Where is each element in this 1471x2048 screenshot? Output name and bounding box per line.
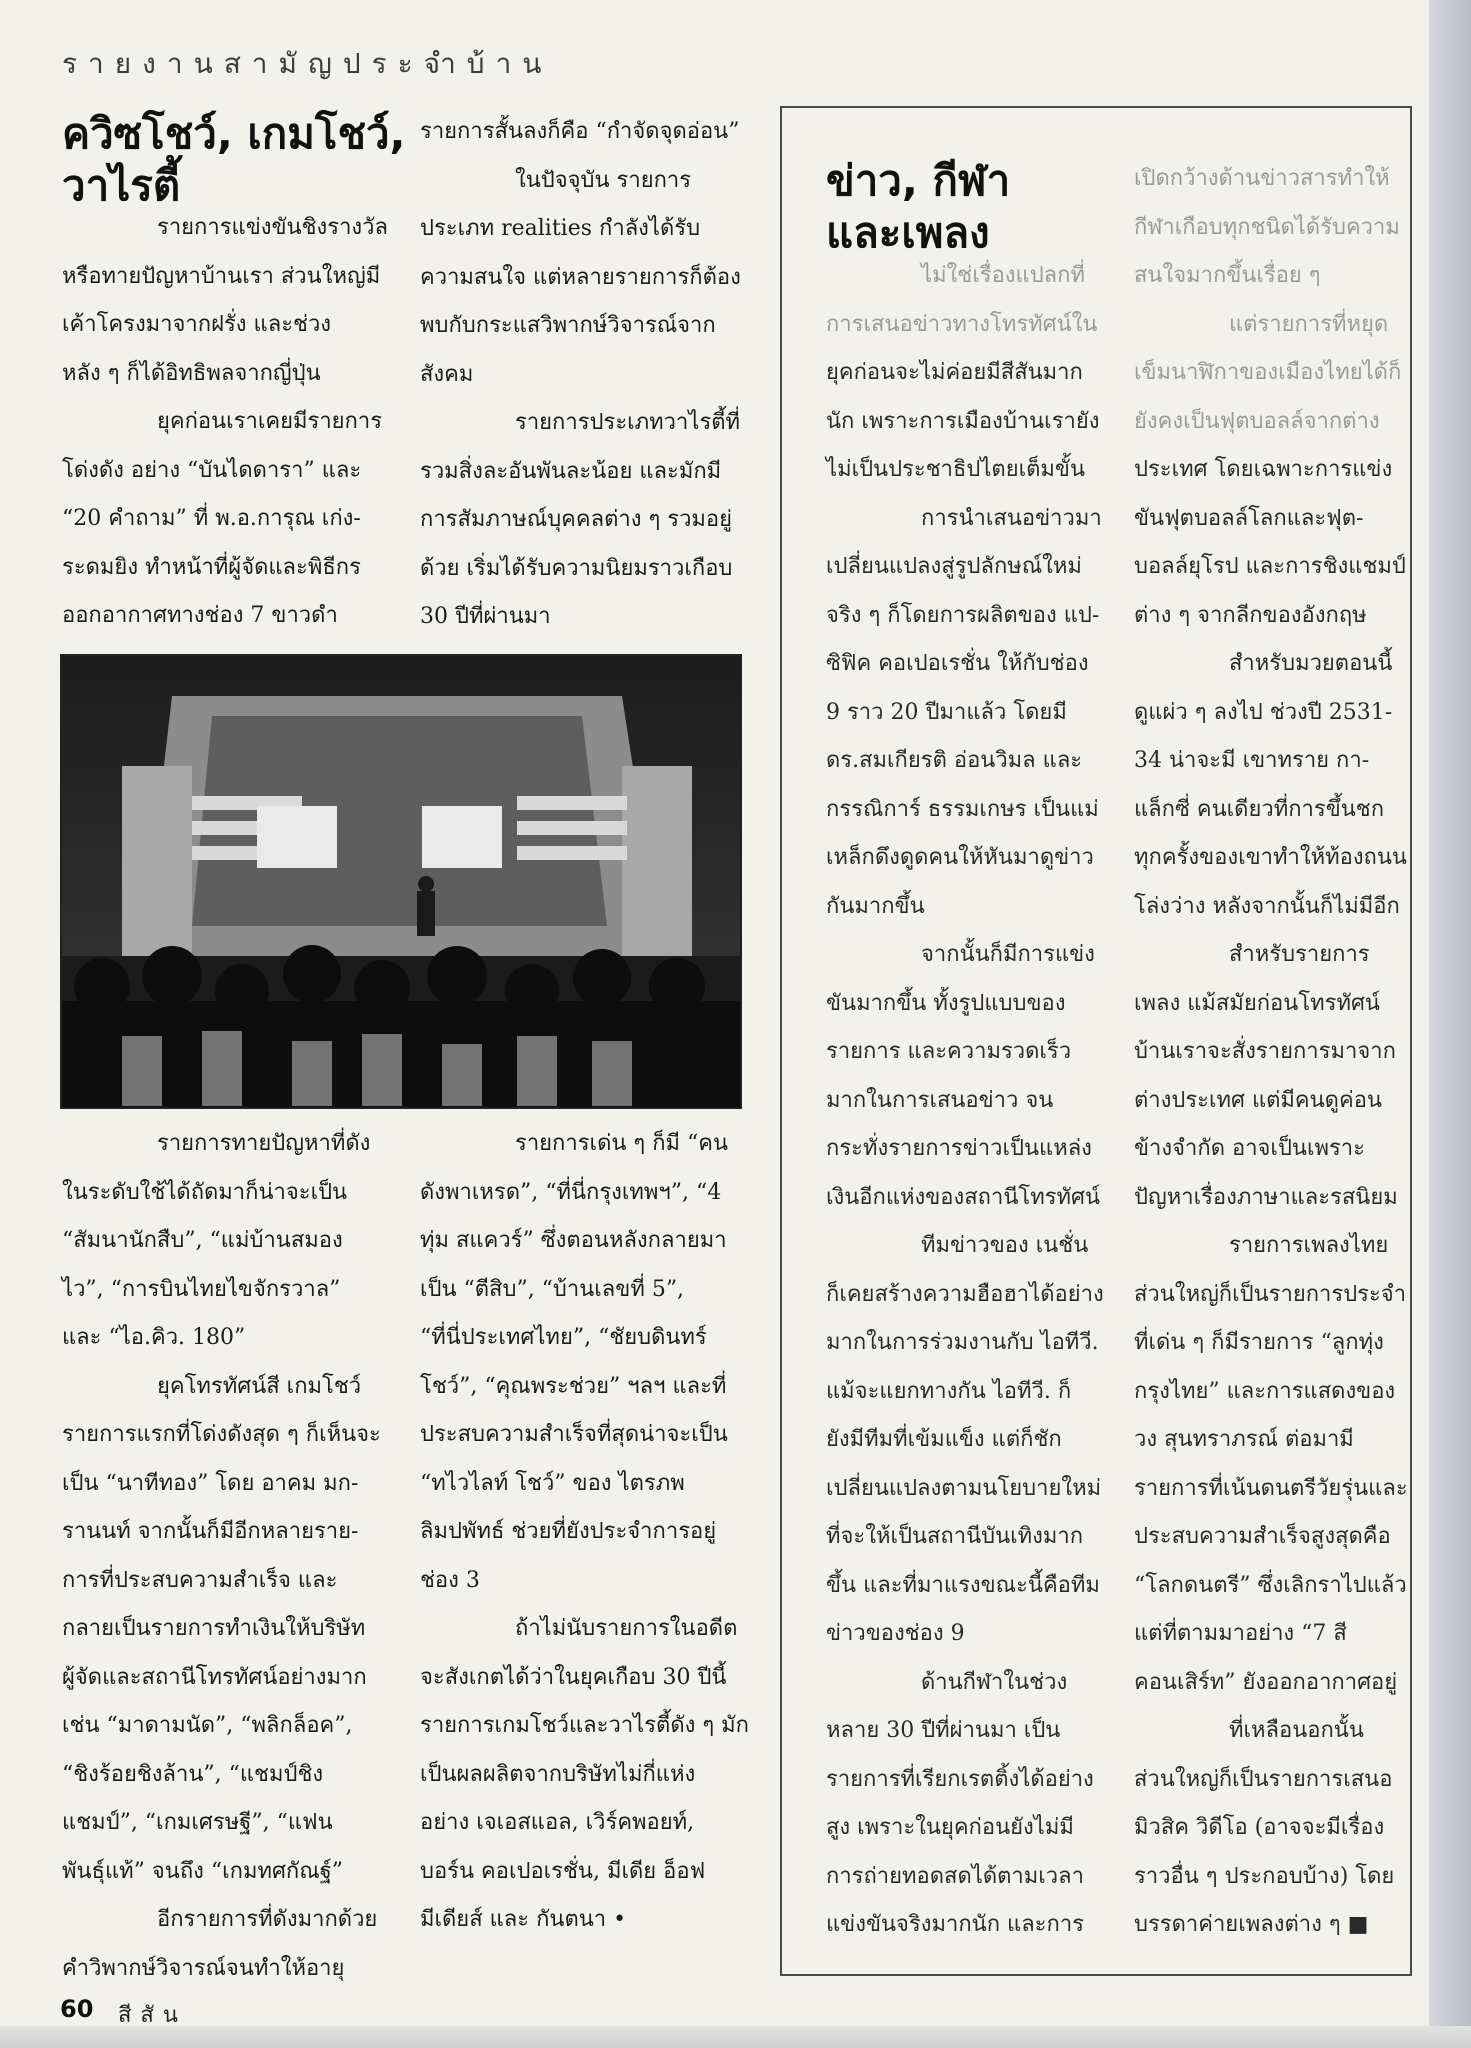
text-line: รายการที่เรียกเรตติ้งได้อย่าง bbox=[826, 1766, 1094, 1792]
text-line: ดูแผ่ว ๆ ลงไป ช่วงปี 2531- bbox=[1134, 699, 1393, 725]
text-line: คำวิพากษ์วิจารณ์จนทำให้อายุ bbox=[62, 1955, 345, 1981]
text-line: เพลง แม้สมัยก่อนโทรทัศน์ bbox=[1134, 990, 1380, 1016]
text-line: ยุคโทรทัศน์สี เกมโชว์ bbox=[157, 1373, 362, 1399]
text-line: บอร์น คอเปอเรชั่น, มีเดีย อ็อฟ bbox=[420, 1858, 706, 1884]
text-line: สำหรับมวยตอนนี้ bbox=[1229, 651, 1393, 676]
text-line: ไว”, “การบินไทยไขจักรวาล” bbox=[62, 1276, 341, 1302]
text-line: เป็นผลผลิตจากบริษัทไม่กี่แห่ง bbox=[420, 1761, 696, 1787]
text-line: ความสนใจ แต่หลายรายการก็ต้อง bbox=[420, 264, 741, 290]
text-line: วง สุนทราภรณ์ ต่อมามี bbox=[1134, 1427, 1354, 1452]
text-line: โชว์”, “คุณพระช่วย” ฯลฯ และที่ bbox=[420, 1373, 727, 1399]
article-column-2-bottom bbox=[420, 1120, 749, 1945]
text-line: อย่าง เจเอสแอล, เวิร์คพอยท์, bbox=[420, 1810, 695, 1835]
text-line: การนำเสนอข่าวมา bbox=[921, 505, 1102, 531]
page-bottom-strip bbox=[0, 2026, 1471, 2048]
text-line: กรรณิการ์ ธรรมเกษร เป็นแม่ bbox=[826, 796, 1099, 822]
text-line: หลาย 30 ปีที่ผ่านมา เป็น bbox=[826, 1718, 1061, 1743]
text-line: รายการเกมโชว์และวาไรตี้ดัง ๆ มัก bbox=[420, 1713, 750, 1738]
text-line: ไม่ใช่เรื่องแปลกที่ bbox=[921, 263, 1085, 288]
text-line: ข้างจำกัด อาจเป็นเพราะ bbox=[1134, 1136, 1365, 1161]
text-line: มากในการร่วมงานกับ ไอทีวี. bbox=[826, 1330, 1099, 1355]
text-line: อีกรายการที่ดังมากด้วย bbox=[157, 1907, 378, 1932]
text-line: รายการสั้นลงก็คือ “กำจัดจุดอ่อน” bbox=[420, 119, 740, 144]
text-line: ขันมากขึ้น ทั้งรูปแบบของ bbox=[826, 990, 1066, 1016]
text-line: ยังคงเป็นฟุตบอลล์จากต่าง bbox=[1134, 408, 1380, 434]
text-line: ผู้จัดและสถานีโทรทัศน์อย่างมาก bbox=[62, 1664, 367, 1690]
text-line: เช่น “มาดามนัด”, “พลิกล็อค”, bbox=[62, 1713, 353, 1738]
text-line: เปิดกว้างด้านข่าวสารทำให้ bbox=[1134, 166, 1390, 191]
text-line: ขึ้น และที่มาแรงขณะนี้คือทีม bbox=[826, 1572, 1100, 1598]
text-line: สนใจมากขึ้นเรื่อย ๆ bbox=[1134, 263, 1321, 288]
text-line: ยุคก่อนเราเคยมีรายการ bbox=[157, 409, 383, 434]
text-line: ที่เหลือนอกนั้น bbox=[1229, 1718, 1364, 1743]
text-line: หรือทายปัญหาบ้านเรา ส่วนใหญ่มี bbox=[62, 263, 381, 289]
article-column-1-bottom bbox=[62, 1120, 381, 1993]
text-line: เป็น “นาทีทอง” โดย อาคม มก- bbox=[62, 1470, 359, 1496]
text-line: ประเภท realities กำลังได้รับ bbox=[420, 216, 701, 241]
text-line: ด้านกีฬาในช่วง bbox=[921, 1669, 1068, 1695]
text-line: มิวสิค วิดีโอ (อาจจะมีเรื่อง bbox=[1134, 1815, 1385, 1840]
text-line: ขันฟุตบอลล์โลกและฟุต- bbox=[1134, 505, 1364, 531]
text-line: “สัมนานักสืบ”, “แม่บ้านสมอง bbox=[62, 1228, 343, 1253]
text-line: แข่งขันจริงมากนัก และการ bbox=[826, 1912, 1084, 1937]
text-line: แล็กซี่ คนเดียวที่การขึ้นชก bbox=[1134, 796, 1385, 822]
text-line: บ้านเราจะสั่งรายการมาจาก bbox=[1134, 1039, 1396, 1064]
text-line: กรุงไทย” และการแสดงของ bbox=[1134, 1378, 1396, 1404]
sidebar-heading-line: ข่าว, กีฬา bbox=[826, 156, 1011, 205]
text-line: ปัญหาเรื่องภาษาและรสนิยม bbox=[1134, 1184, 1398, 1210]
text-line: มีเดียส์ และ กันตนา • bbox=[420, 1907, 627, 1932]
text-line: แต่รายการที่หยุด bbox=[1229, 311, 1389, 337]
text-line: ช่อง 3 bbox=[420, 1567, 480, 1593]
sidebar-column-2 bbox=[1134, 155, 1408, 1950]
text-line: บอลล์ยุโรป และการชิงแชมป์ bbox=[1134, 554, 1406, 579]
text-line: ประสบความสำเร็จสูงสุดคือ bbox=[1134, 1524, 1391, 1549]
text-line: 30 ปีที่ผ่านมา bbox=[420, 604, 551, 629]
text-line: เปลี่ยนแปลงตามนโยบายใหม่ bbox=[826, 1475, 1102, 1501]
text-line: การสัมภาษณ์บุคคลต่าง ๆ รวมอยู่ bbox=[420, 507, 733, 532]
studio-photo bbox=[60, 654, 742, 1109]
article-column-1-top bbox=[62, 204, 388, 641]
text-line: ไม่เป็นประชาธิปไตยเต็มขั้น bbox=[826, 457, 1085, 482]
text-line: สำหรับรายการ bbox=[1229, 942, 1370, 967]
text-line: พันธุ์แท้” จนถึง “เกมทศกัณฐ์” bbox=[62, 1858, 344, 1884]
text-line: กลายเป็นรายการทำเงินให้บริษัท bbox=[62, 1616, 366, 1641]
text-line: รายการแรกที่โด่งดังสุด ๆ ก็เห็นจะ bbox=[62, 1422, 381, 1447]
text-line: “ที่นี่ประเทศไทย”, “ชัยบดินทร์ bbox=[420, 1325, 707, 1350]
text-line: โล่งว่าง หลังจากนั้นก็ไม่มีอีก bbox=[1134, 893, 1400, 919]
text-line: การเสนอข่าวทางโทรทัศน์ใน bbox=[826, 311, 1098, 337]
text-line: ดร.สมเกียรติ อ่อนวิมล และ bbox=[826, 748, 1083, 773]
text-line: จากนั้นก็มีการแข่ง bbox=[921, 942, 1095, 967]
text-line: เงินอีกแห่งของสถานีโทรทัศน์ bbox=[826, 1184, 1101, 1210]
text-line: ระดมยิง ทำหน้าที่ผู้จัดและพิธีกร bbox=[62, 554, 361, 580]
text-line: รายการ และความรวดเร็ว bbox=[826, 1039, 1072, 1064]
text-line: และ “ไอ.คิว. 180” bbox=[62, 1325, 246, 1350]
text-line: เข็มนาฬิกาของเมืองไทยได้ก็ bbox=[1134, 360, 1402, 385]
text-line: ต่าง ๆ จากลีกของอังกฤษ bbox=[1134, 602, 1367, 628]
text-line: จริง ๆ ก็โดยการผลิตของ แป- bbox=[826, 602, 1100, 628]
running-head: รายงานสามัญประจำบ้าน bbox=[62, 47, 553, 80]
text-line: ยังมีทีมที่เข้มแข็ง แต่ก็ชัก bbox=[826, 1427, 1062, 1452]
text-line: 9 ราว 20 ปีมาแล้ว โดยมี bbox=[826, 699, 1067, 725]
text-line: รายการเด่น ๆ ก็มี “คน bbox=[515, 1131, 729, 1156]
article-heading bbox=[62, 108, 406, 212]
text-line: ลิมปพัทธ์ ช่วยที่ยังประจำการอยู่ bbox=[420, 1519, 717, 1544]
text-line: รายการแข่งขันชิงรางวัล bbox=[157, 215, 389, 240]
sidebar-heading-line: และเพลง bbox=[826, 208, 990, 257]
text-line: ด้วย เริ่มได้รับความนิยมราวเกือบ bbox=[420, 555, 733, 581]
text-line: รายการเพลงไทย bbox=[1229, 1233, 1389, 1258]
page-number: 60 bbox=[60, 1995, 94, 2023]
text-line: โด่งดัง อย่าง “บันไดดารา” และ bbox=[62, 457, 362, 483]
article-heading-line: ควิซโชว์, เกมโชว์, bbox=[62, 109, 406, 158]
text-line: “โลกดนตรี” ซึ่งเลิกราไปแล้ว bbox=[1134, 1572, 1407, 1598]
text-line: รายการที่เน้นดนตรีวัยรุ่นและ bbox=[1134, 1475, 1408, 1501]
text-line: คอนเสิร์ท” ยังออกอากาศอยู่ bbox=[1134, 1669, 1398, 1695]
text-line: ราวอื่น ๆ ประกอบบ้าง) โดย bbox=[1134, 1863, 1395, 1889]
text-line: กระทั่งรายการข่าวเป็นแหล่ง bbox=[826, 1136, 1092, 1161]
text-line: เปลี่ยนแปลงสู่รูปลักษณ์ใหม่ bbox=[826, 554, 1082, 579]
magazine-name: สีสัน bbox=[118, 2003, 187, 2028]
text-line: ที่จะให้เป็นสถานีบันเทิงมาก bbox=[826, 1524, 1084, 1549]
text-line: ในระดับใช้ได้ถัดมาก็น่าจะเป็น bbox=[62, 1179, 348, 1205]
text-line: “ทไวไลท์ โชว์” ของ ไตรภพ bbox=[420, 1470, 685, 1496]
text-line: มากในการเสนอข่าว จน bbox=[826, 1087, 1054, 1113]
article-heading-line: วาไรตี้ bbox=[62, 161, 181, 210]
text-line: ทุ่ม สแควร์” ซึ่งตอนหลังกลายมา bbox=[420, 1228, 727, 1253]
text-line: 34 น่าจะมี เขาทราย กา- bbox=[1134, 748, 1370, 773]
text-line: ที่เด่น ๆ ก็มีรายการ “ลูกทุ่ง bbox=[1134, 1330, 1384, 1355]
text-line: ทุกครั้งของเขาทำให้ท้องถนน bbox=[1134, 845, 1407, 870]
text-line: บรรดาค่ายเพลงต่าง ๆ ■ bbox=[1134, 1912, 1369, 1937]
text-line: หลัง ๆ ก็ได้อิทธิพลจากญี่ปุ่น bbox=[62, 360, 321, 386]
text-line: ในปัจจุบัน รายการ bbox=[515, 167, 692, 193]
text-line: การถ่ายทอดสดได้ตามเวลา bbox=[826, 1863, 1084, 1889]
text-line: ยุคก่อนจะไม่ค่อยมีสีสันมาก bbox=[826, 360, 1083, 385]
text-line: จะสังเกตได้ว่าในยุคเกือบ 30 ปีนี้ bbox=[420, 1664, 727, 1690]
text-line: รายการประเภทวาไรตี้ที่ bbox=[515, 410, 741, 435]
article-column-2-top bbox=[420, 108, 741, 642]
text-line: ข่าวของช่อง 9 bbox=[826, 1621, 965, 1646]
text-line: การที่ประสบความสำเร็จ และ bbox=[62, 1567, 338, 1593]
text-line: ซิฟิค คอเปอเรชั่น ให้กับช่อง bbox=[826, 651, 1089, 676]
text-line: สังคม bbox=[420, 361, 474, 387]
text-line: แต่ที่ตามมาอย่าง “7 สี bbox=[1134, 1621, 1347, 1646]
text-line: เป็น “ตีสิบ”, “บ้านเลขที่ 5”, bbox=[420, 1276, 685, 1302]
text-line: ประสบความสำเร็จที่สุดน่าจะเป็น bbox=[420, 1422, 728, 1447]
text-line: รายการทายปัญหาที่ดัง bbox=[157, 1131, 371, 1156]
text-line: รานนท์ จากนั้นก็มีอีกหลายราย- bbox=[62, 1519, 359, 1544]
sidebar-heading bbox=[826, 155, 1010, 259]
text-line: ถ้าไม่นับรายการในอดีต bbox=[515, 1616, 738, 1641]
text-line: ส่วนใหญ่ก็เป็นรายการเสนอ bbox=[1134, 1766, 1393, 1792]
text-line: “ชิงร้อยชิงล้าน”, “แชมป์ชิง bbox=[62, 1761, 324, 1787]
text-line: ต่างประเทศ แต่มีคนดูค่อน bbox=[1134, 1087, 1382, 1113]
text-line: รวมสิ่งละอันพันละน้อย และมักมี bbox=[420, 458, 722, 484]
text-line: ดังพาเหรด”, “ที่นี่กรุงเทพฯ”, “4 bbox=[420, 1179, 722, 1205]
text-line: เหล็กดึงดูดคนให้หันมาดูข่าว bbox=[826, 845, 1094, 870]
text-line: ทีมข่าวของ เนชั่น bbox=[921, 1233, 1089, 1258]
text-line: ส่วนใหญ่ก็เป็นรายการประจำ bbox=[1134, 1281, 1407, 1307]
text-line: กันมากขึ้น bbox=[826, 893, 925, 919]
text-line: เค้าโครงมาจากฝรั่ง และช่วง bbox=[62, 312, 332, 337]
text-line: ก็เคยสร้างความฮือฮาได้อย่าง bbox=[826, 1281, 1104, 1307]
text-line: แชมป์”, “เกมเศรษฐี”, “แฟน bbox=[62, 1810, 333, 1835]
text-line: “20 คำถาม” ที่ พ.อ.การุณ เก่ง- bbox=[62, 506, 361, 531]
text-line: สูง เพราะในยุคก่อนยังไม่มี bbox=[826, 1815, 1074, 1840]
text-line: นัก เพราะการเมืองบ้านเรายัง bbox=[826, 408, 1100, 434]
text-line: ออกอากาศทางช่อง 7 ขาวดำ bbox=[62, 603, 338, 628]
text-line: กีฬาเกือบทุกชนิดได้รับความ bbox=[1134, 214, 1400, 240]
sidebar-column-1 bbox=[826, 252, 1104, 1950]
text-line: พบกับกระแสวิพากษ์วิจารณ์จาก bbox=[420, 313, 716, 338]
text-line: แม้จะแยกทางกัน ไอทีวี. ก็ bbox=[826, 1378, 1072, 1404]
text-line: ประเทศ โดยเฉพาะการแข่ง bbox=[1134, 457, 1393, 482]
page-edge bbox=[1429, 0, 1471, 2048]
